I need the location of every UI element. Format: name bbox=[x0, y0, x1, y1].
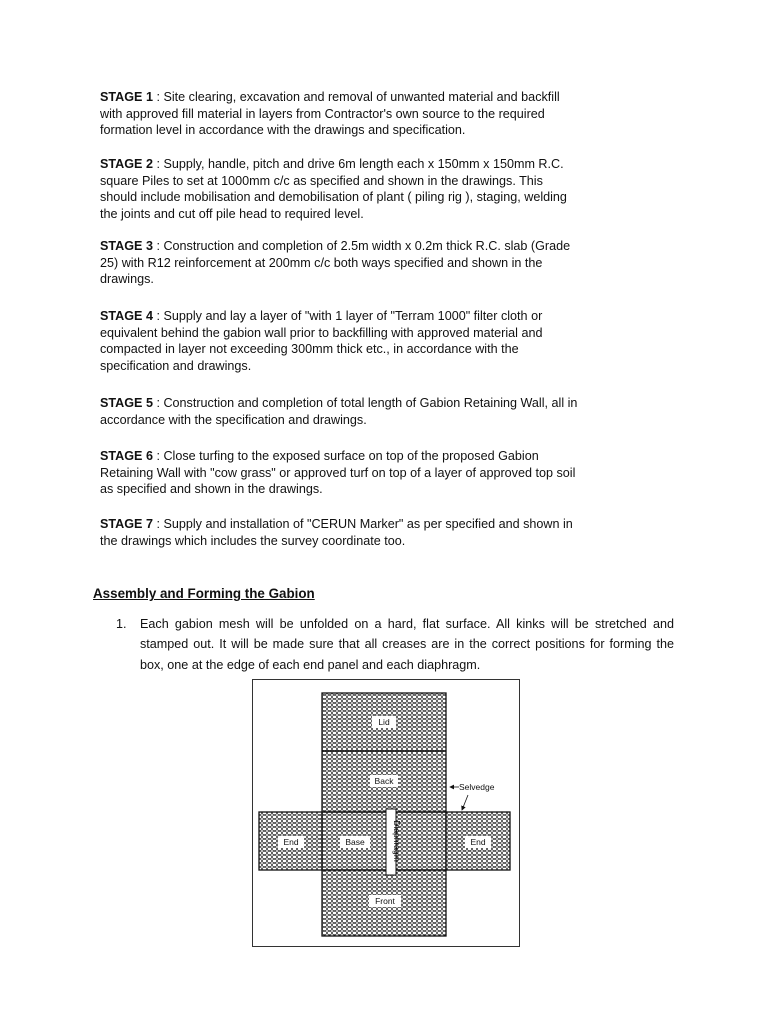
back-label: Back bbox=[374, 776, 394, 786]
stage-5-text: Construction and completion of total length of Gabion Retaining Wall, all in accordance with the specification and drawings. bbox=[100, 396, 578, 427]
stage-7: STAGE 7 : Supply and installation of "CERUN Marker" as per specified and shown in the drawings which includes the survey coordinate too. bbox=[100, 517, 573, 548]
stage-4: STAGE 4 : Supply and lay a layer of "with 1 layer of "Terram 1000" filter cloth or equivalent behind the gabion wall prior to backfilling with approved material and compacted in layer not exceeding 300mm thick etc., in accordance with the specification and drawings. bbox=[100, 309, 543, 373]
list-item-text: Each gabion mesh will be unfolded on a hard, flat surface. All kinks will be stretched and stamped out. It will be made sure that all creases are in the correct positions for forming the box, one at the edge of each end panel and each diaphragm. bbox=[140, 617, 674, 672]
stage-7-text: Supply and installation of "CERUN Marker" as per specified and shown in the drawings which includes the survey coordinate too. bbox=[100, 517, 573, 548]
stage-2: STAGE 2 : Supply, handle, pitch and drive 6m length each x 150mm x 150mm R.C. square Piles to set at 1000mm c/c as specified and shown in the drawings. This should include mobilisation and demobilisation of plant ( piling rig ), staging, welding the joints and cut off pile head to required level. bbox=[100, 157, 567, 221]
stage-1-text: Site clearing, excavation and removal of unwanted material and backfill with approved fill material in layers from Contractor's own source to the required formation level in accordance with the drawings and specification. bbox=[100, 90, 560, 138]
stage-2-label: STAGE 2 bbox=[100, 157, 153, 171]
stage-3: STAGE 3 : Construction and completion of 2.5m width x 0.2m thick R.C. slab (Grade 25) with R12 reinforcement at 200mm c/c both ways specified and shown in the drawings. bbox=[100, 239, 571, 287]
stage-4-label: STAGE 4 bbox=[100, 309, 153, 323]
diaphragm-label: Diaphragm bbox=[392, 820, 402, 862]
stage-3-label: STAGE 3 bbox=[100, 239, 153, 253]
section-heading: Assembly and Forming the Gabion bbox=[93, 586, 315, 601]
stage-6-text: Close turfing to the exposed surface on top of the proposed Gabion Retaining Wall with "cow grass" or approved turf on top of a layer of approved top soil as specified and shown in the drawings. bbox=[100, 449, 576, 497]
stage-2-text: Supply, handle, pitch and drive 6m length each x 150mm x 150mm R.C. square Piles to set at 1000mm c/c as specified and shown in the drawings. This should include mobilisation and demobilisation of plant ( piling rig ), staging, welding the joints and cut off pile head to required level. bbox=[100, 157, 567, 221]
stage-6: STAGE 6 : Close turfing to the exposed surface on top of the proposed Gabion Retaining Wall with "cow grass" or approved turf on top of a layer of approved top soil as specified and shown in the drawings. bbox=[100, 449, 576, 497]
stage-1-label: STAGE 1 bbox=[100, 90, 153, 104]
selvedge-label: Selvedge bbox=[459, 782, 495, 792]
lid-label: Lid bbox=[378, 717, 390, 727]
base-label: Base bbox=[345, 837, 365, 847]
gabion-layout-drawing bbox=[252, 679, 520, 947]
left-end-label: End bbox=[283, 837, 299, 847]
stage-3-text: Construction and completion of 2.5m width x 0.2m thick R.C. slab (Grade 25) with R12 reinforcement at 200mm c/c both ways specified and shown in the drawings. bbox=[100, 239, 571, 287]
gabion-layout-figure bbox=[252, 679, 520, 947]
stage-7-label: STAGE 7 bbox=[100, 517, 153, 531]
stage-5-label: STAGE 5 bbox=[100, 396, 153, 410]
stage-5: STAGE 5 : Construction and completion of total length of Gabion Retaining Wall, all in accordance with the specification and drawings. bbox=[100, 396, 578, 427]
stage-1: STAGE 1 : Site clearing, excavation and removal of unwanted material and backfill with approved fill material in layers from Contractor's own source to the required formation level in accordance with the drawings and specification. bbox=[100, 90, 560, 138]
stage-6-label: STAGE 6 bbox=[100, 449, 153, 463]
front-label: Front bbox=[375, 896, 395, 906]
list-item-number: 1. bbox=[116, 617, 127, 631]
stage-4-text: Supply and lay a layer of "with 1 layer of "Terram 1000" filter cloth or equivalent behind the gabion wall prior to backfilling with approved material and compacted in layer not exceeding 300mm thick etc., in accordance with the specification and drawings. bbox=[100, 309, 543, 373]
right-end-label: End bbox=[470, 837, 486, 847]
